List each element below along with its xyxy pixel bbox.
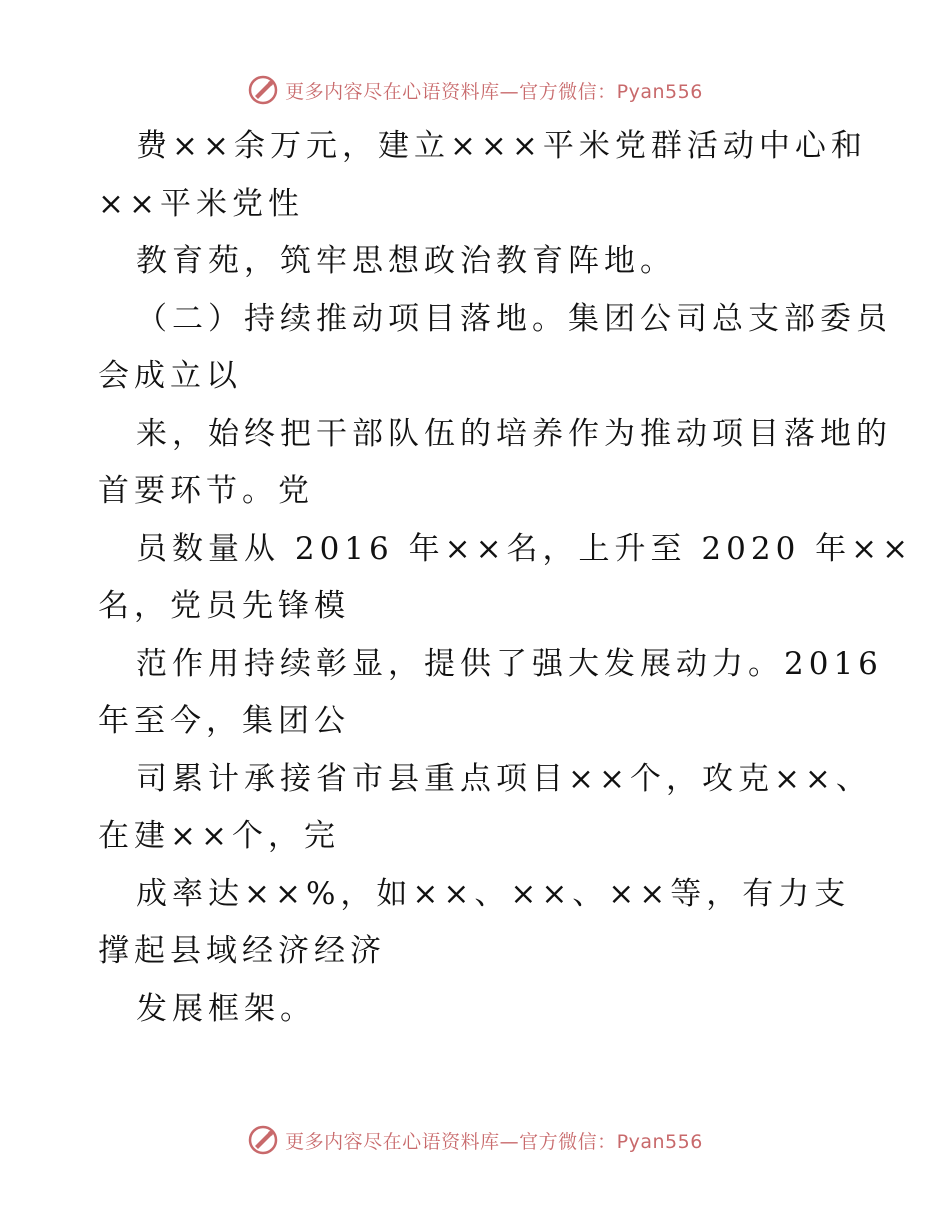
header-banner-inner: [247, 74, 703, 106]
paragraph-line: 成率达××%，如××、××、××等，有力支: [136, 875, 851, 912]
footer-banner-text: 更多内容尽在心语资料库—官方微信：Pyan556: [285, 1130, 703, 1153]
paragraph-line: 范作用持续彰显，提供了强大发展动力。2016: [136, 645, 883, 682]
paragraph-line: （二）持续推动项目落地。集团公司总支部委员: [136, 300, 892, 337]
document-body: [98, 118, 914, 1038]
footer-banner-inner: [247, 1124, 703, 1156]
paragraph-line: 会成立以: [98, 358, 242, 394]
brand-logo-icon: [247, 1124, 279, 1156]
brand-logo-icon: [247, 74, 279, 106]
paragraph-line: 员数量从 2016 年××名，上升至 2020 年××: [136, 530, 914, 567]
header-banner: [0, 70, 950, 110]
paragraph-line: 首要环节。党: [98, 473, 314, 509]
paragraph-line: 来，始终把干部队伍的培养作为推动项目落地的: [136, 415, 892, 452]
paragraph-line: 司累计承接省市县重点项目××个，攻克××、: [136, 760, 872, 797]
paragraph-line: 年至今，集团公: [98, 703, 350, 739]
paragraph-line: 名，党员先锋模: [98, 588, 350, 624]
paragraph-line: ××平米党性: [98, 185, 304, 222]
paragraph-line: 费××余万元，建立×××平米党群活动中心和: [136, 128, 867, 164]
paragraph-line: 在建××个，完: [98, 818, 340, 854]
paragraph-line: 发展框架。: [136, 990, 316, 1027]
header-banner-text: 更多内容尽在心语资料库—官方微信：Pyan556: [285, 80, 703, 103]
paragraph-line: 教育苑，筑牢思想政治教育阵地。: [136, 243, 676, 279]
paragraph-line: 撑起县域经济经济: [98, 933, 386, 969]
footer-banner: [0, 1120, 950, 1160]
